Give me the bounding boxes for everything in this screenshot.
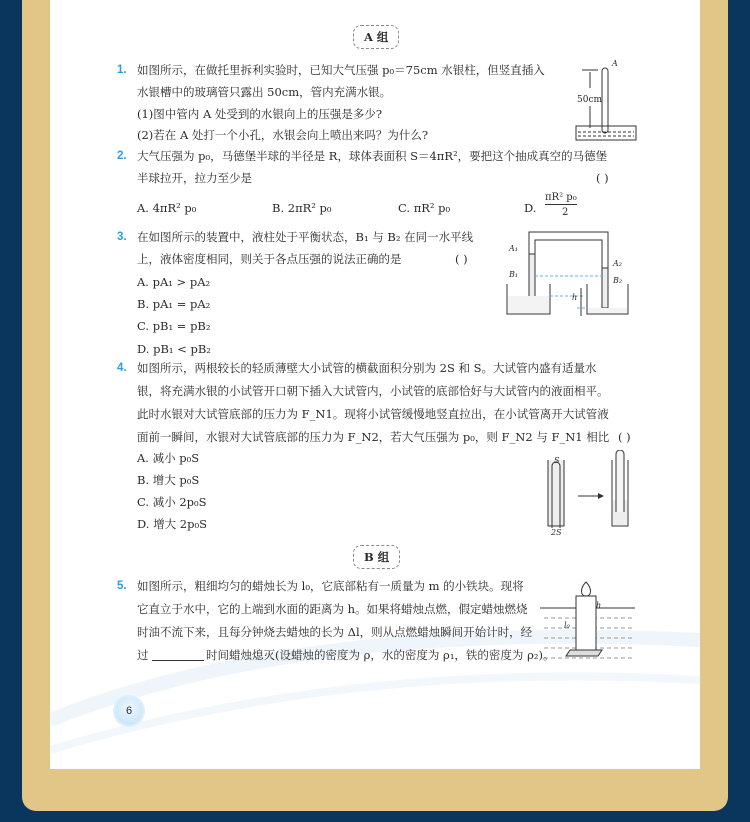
q4-option-a[interactable]: A. 减小 p₀S <box>137 451 200 465</box>
fig-label-b1: B₁ <box>509 270 519 279</box>
answer-paren: ( ) <box>618 430 631 444</box>
fig-label-2s: 2S <box>551 528 562 537</box>
q1-question-2: (2)若在 A 处打一个小孔，水银会向上喷出来吗？为什么? <box>137 128 429 142</box>
q2-option-d-label[interactable]: D. <box>524 201 537 215</box>
answer-paren: ( ) <box>455 252 468 266</box>
q4-line: 银，将充满水银的小试管开口朝下插入大试管内，小试管的底部恰好与大试管内的液面相平。 <box>137 384 609 398</box>
fig-label-s: S <box>554 456 560 465</box>
group-a-badge: A 组 <box>353 25 399 49</box>
group-b-badge: B 组 <box>353 545 400 569</box>
q2-number: 2. <box>117 150 127 162</box>
q3-option-d[interactable]: D. pB₁ < pB₂ <box>137 342 211 356</box>
q5-line: 它直立于水中，它的上端到水面的距离为 h。如果将蜡烛点燃，假定蜡烛燃烧 <box>137 602 528 616</box>
q3-line: 上，液体密度相同，则关于各点压强的说法正确的是 <box>137 252 402 266</box>
fig-label-50cm: 50cm <box>577 95 603 105</box>
q5-line: 时油不流下来，且每分钟烧去蜡烛的长为 Δl，则从点燃蜡烛瞬间开始计时，经 <box>137 625 533 639</box>
fig-label-h: h <box>572 293 578 302</box>
answer-paren: ( ) <box>596 171 609 185</box>
q2-option-a[interactable]: A. 4πR² p₀ <box>137 201 197 215</box>
q4-option-c[interactable]: C. 减小 2p₀S <box>137 495 207 509</box>
fig-label-b2: B₂ <box>613 276 623 285</box>
q5-line: 过 <box>137 648 149 662</box>
q2-option-d-numerator: πR² p₀ <box>545 192 577 203</box>
q3-option-c[interactable]: C. pB₁ = pB₂ <box>137 319 211 333</box>
q4-option-d[interactable]: D. 增大 2p₀S <box>137 517 207 531</box>
answer-blank[interactable] <box>152 649 204 661</box>
q1-line: 如图所示，在做托里拆利实验时，已知大气压强 p₀＝75cm 水银柱，但竖直插入 <box>137 63 545 77</box>
q5-line: 时间蜡烛熄灭(设蜡烛的密度为 ρ，水的密度为 ρ₁，铁的密度为 ρ₂)。 <box>206 648 555 662</box>
q2-line: 大气压强为 p₀，马德堡半球的半径是 R，球体表面积 S＝4πR²，要把这个抽成真空的马德堡 <box>137 149 608 163</box>
q3-option-a[interactable]: A. pA₁ > pA₂ <box>137 275 211 289</box>
q5-number: 5. <box>117 580 127 592</box>
fig-label-l0: l₀ <box>564 621 570 630</box>
q4-option-b[interactable]: B. 增大 p₀S <box>137 473 200 487</box>
q2-line: 半球拉开，拉力至少是 <box>137 171 252 185</box>
u-tube-figure <box>505 226 630 316</box>
q3-option-b[interactable]: B. pA₁ = pA₂ <box>137 297 211 311</box>
fig-label-a2: A₂ <box>613 259 622 268</box>
q2-option-d-denominator: 2 <box>562 207 569 218</box>
q1-number: 1. <box>117 64 127 76</box>
q4-line: 如图所示，两根较长的轻质薄壁大小试管的横截面积分别为 2S 和 S。大试管内盛有适量水 <box>137 361 597 375</box>
q4-number: 4. <box>117 362 127 374</box>
q4-line: 面前一瞬间，水银对大试管底部的压力为 F_N2，若大气压强为 p₀，则 F_N2 与 F_N1 相比 <box>137 430 610 444</box>
q4-line: 此时水银对大试管底部的压力为 F_N1。现将小试管缓慢地竖直拉出，在小试管离开大试管液 <box>137 407 609 421</box>
q1-question-1: (1)图中管内 A 处受到的水银向上的压强是多少? <box>137 107 383 121</box>
q3-line: 在如图所示的装置中，液柱处于平衡状态，B₁ 与 B₂ 在同一水平线 <box>137 230 474 244</box>
page-number: 6 <box>115 697 143 725</box>
q1-line: 水银槽中的玻璃管只露出 50cm，管内充满水银。 <box>137 85 392 99</box>
q2-option-b[interactable]: B. 2πR² p₀ <box>272 201 332 215</box>
fig-label-a: A <box>612 59 618 68</box>
q3-number: 3. <box>117 231 127 243</box>
q5-line: 如图所示，粗细均匀的蜡烛长为 l₀，它底部粘有一质量为 m 的小铁块。现将 <box>137 579 524 593</box>
candle-figure <box>540 578 640 668</box>
q2-option-c[interactable]: C. πR² p₀ <box>398 201 451 215</box>
fig-label-a1: A₁ <box>509 244 518 253</box>
fig-label-h: h <box>596 601 602 610</box>
